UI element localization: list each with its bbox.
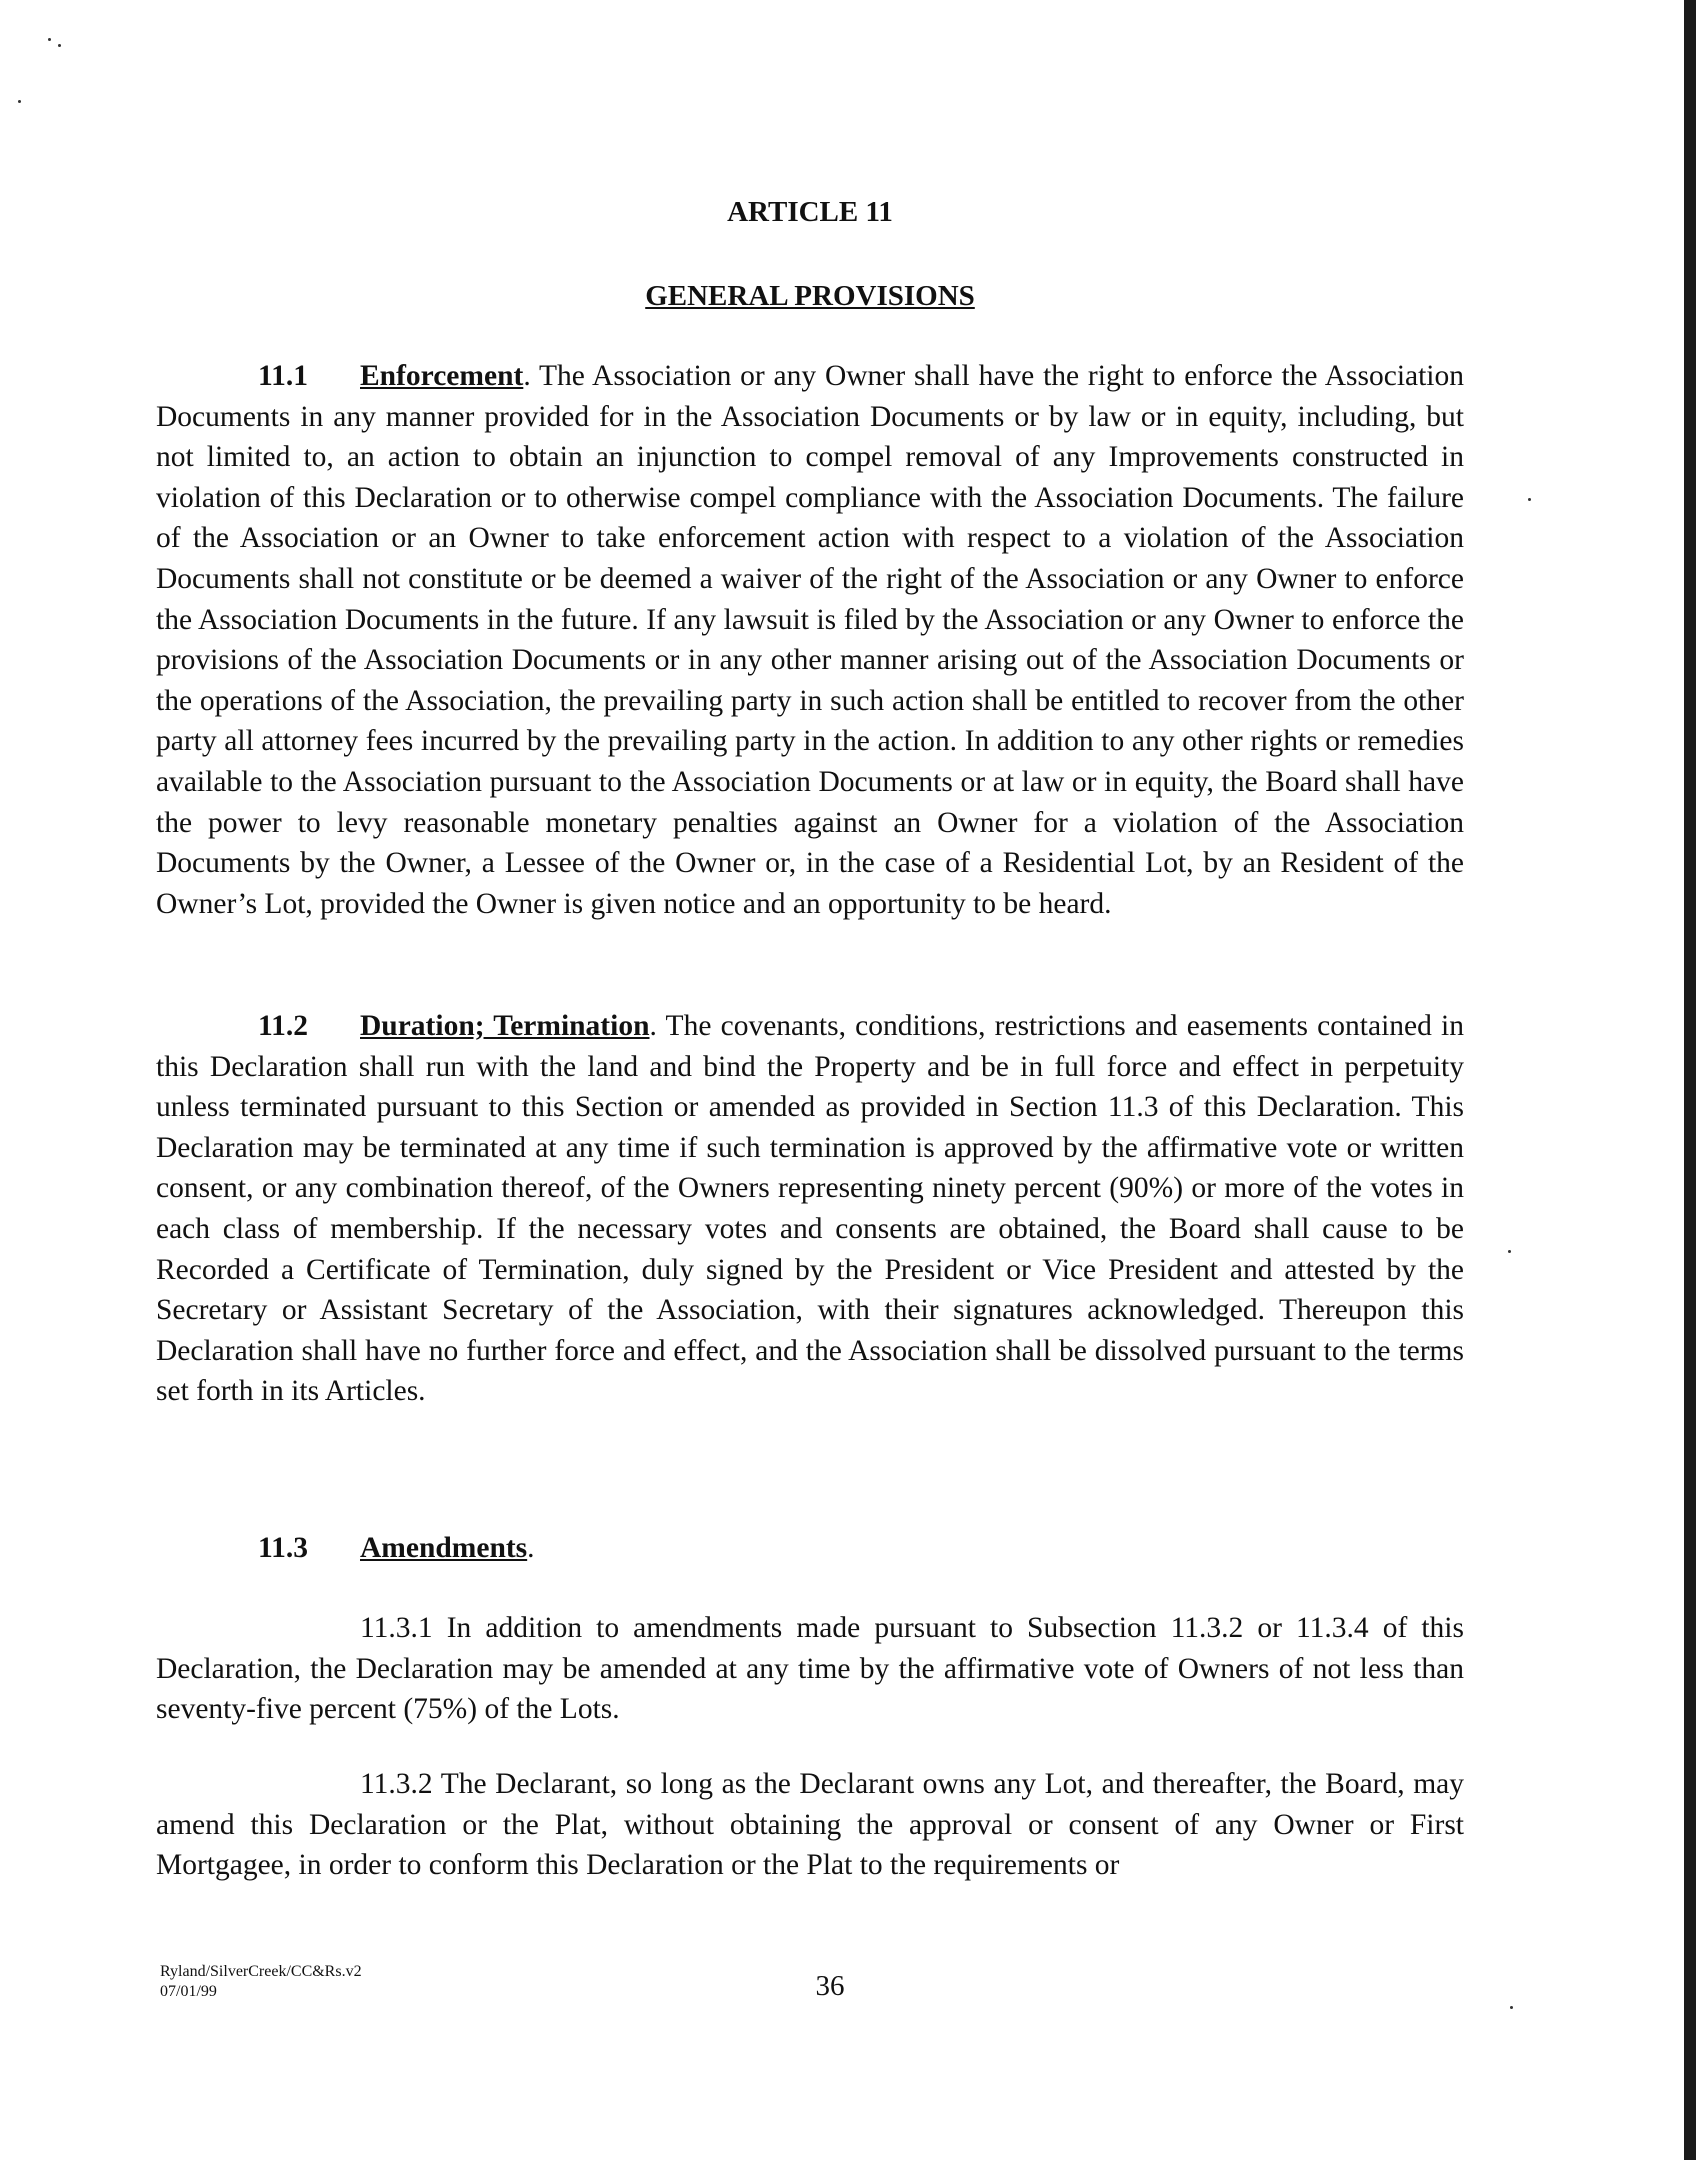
scan-speck xyxy=(1528,498,1531,501)
subsection-11-3-2: 11.3.2 The Declarant, so long as the Declarant owns any Lot, and thereafter, the Board, may amend this Declaration or the Plat, without obtaining the approval or consent of any Owner or First Mortgagee, in order to conform this Declaration or the Plat to the requirements or xyxy=(156,1768,1464,1882)
subsection-11-3-1: 11.3.1 In addition to amendments made pursuant to Subsection 11.3.2 or 11.3.4 of this Declaration, the Declaration may be amended at any time by the affirmative vote of Owners of not less than seventy-five percent (75%) of the Lots. xyxy=(156,1612,1464,1726)
section-11-3 xyxy=(156,1528,1464,1569)
article-title: GENERAL PROVISIONS xyxy=(645,280,975,312)
section-number: 11.3 xyxy=(258,1532,308,1564)
section-text: . The Association or any Owner shall have the right to enforce the Association Documents in any manner provided for in the Association Documents or by law or in equity, including, but not limited to, an action to obtain an injunction to compel removal of any Improvements constructed in violation of this Declaration or to otherwise compel compliance with the Association Documents. The failure of the Association or an Owner to take enforcement action with respect to a violation of the Association Documents shall not constitute or be deemed a waiver of the right of the Association or any Owner to enforce the Association Documents in the future. If any lawsuit is filed by the Association or any Owner to enforce the provisions of the Association Documents or in any other manner arising out of the Association Documents or the operations of the Association, the prevailing party in such action shall be entitled to recover from the other party all attorney fees incurred by the prevailing party in the action. In addition to any other rights or remedies available to the Association pursuant to the Association Documents or at law or in equity, the Board shall have the power to levy reasonable monetary penalties against an Owner for a violation of the Association Documents by the Owner, a Lessee of the Owner or, in the case of a Residential Lot, by an Resident of the Owner’s Lot, provided the Owner is given notice and an opportunity to be heard. xyxy=(156,360,1464,920)
scan-edge xyxy=(1684,0,1696,2160)
section-title: Duration; Termination xyxy=(360,1010,650,1042)
section-title: Amendments xyxy=(360,1532,528,1564)
scan-speck xyxy=(1508,1250,1511,1253)
scan-speck xyxy=(58,44,61,47)
section-11-1 xyxy=(156,356,1464,924)
scan-speck xyxy=(48,38,51,41)
section-11-2 xyxy=(156,1006,1464,1412)
section-text: . xyxy=(527,1532,535,1564)
page-number: 36 xyxy=(815,1970,845,2002)
section-title: Enforcement xyxy=(360,360,524,392)
section-number: 11.2 xyxy=(258,1010,308,1042)
scan-speck xyxy=(18,100,21,103)
article-number: ARTICLE 11 xyxy=(727,196,893,228)
scan-speck xyxy=(1510,2006,1513,2009)
footer-date: 07/01/99 xyxy=(160,1983,217,2000)
footer-reference xyxy=(160,1962,362,2002)
section-text: . The covenants, conditions, restrictions and easements contained in this Declaration shall run with the land and bind the Property and be in full force and effect in perpetuity unless terminated pursuant to this Section or amended as provided in Section 11.3 of this Declaration. This Declaration may be terminated at any time if such termination is approved by the affirmative vote or written consent, or any combination thereof, of the Owners representing ninety percent (90%) or more of the votes in each class of membership. If the necessary votes and consents are obtained, the Board shall cause to be Recorded a Certificate of Termination, duly signed by the President or Vice President and attested by the Secretary or Assistant Secretary of the Association, with their signatures acknowledged. Thereupon this Declaration shall have no further force and effect, and the Association shall be dissolved pursuant to the terms set forth in its Articles. xyxy=(156,1010,1465,1408)
document-page xyxy=(156,0,1464,2160)
section-number: 11.1 xyxy=(258,360,308,392)
footer-doc-ref: Ryland/SilverCreek/CC&Rs.v2 xyxy=(160,1963,362,1980)
